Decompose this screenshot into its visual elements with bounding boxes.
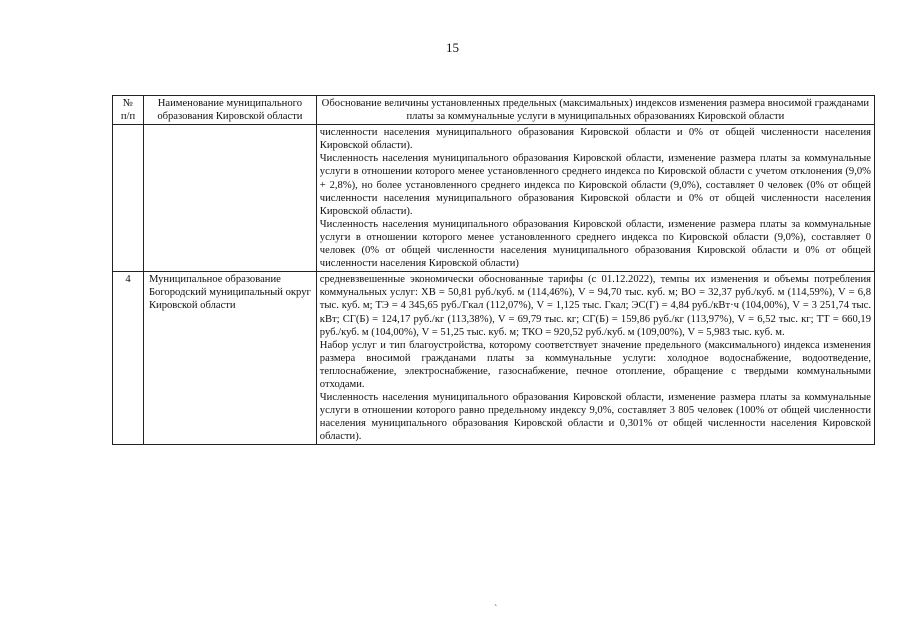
- basis-paragraph: Численность населения муниципального образования Кировской области, изменение размера платы за коммунальные услуги в отношении которого менее установленного среднего индекса по Кировской области с учетом отклонения (9,0% + 2,8%), но более установленного среднего индекса по Кировской области (9,0%), составляет 0 человек (0% от общей численности населения муниципального образования Кировской области и 0% от общей численности населения Кировской области).: [319, 153, 871, 217]
- basis-paragraph: Численность населения муниципального образования Кировской области, изменение размера платы за коммунальные услуги в отношении которого равно предельному индексу 9,0%, составляет 3 805 человек (100% от общей численности населения муниципального образования Кировской области и 0,301% от общей численности населения Кировской области).: [319, 392, 871, 443]
- header-name: Наименование муниципального образования Кировской области: [143, 96, 316, 125]
- table-header-row: [113, 96, 875, 125]
- page-number: 15: [446, 40, 459, 55]
- table-row: [113, 125, 875, 272]
- basis-paragraph: Набор услуг и тип благоустройства, которому соответствует значение предельного (максимального) индекса изменения размера вносимой гражданами платы за коммунальные услуги: холодное водоснабжение, водоотведение, теплоснабжение, электроснабжение, газоснабжение, печное отопление, обращение с твердыми коммунальными отходами.: [319, 339, 871, 390]
- row-number: 4: [113, 272, 144, 445]
- table-row: [113, 272, 875, 445]
- municipality-name: Муниципальное образование Богородский муниципальный округ Кировской области: [143, 272, 316, 445]
- tariff-basis-table: [112, 95, 875, 445]
- basis-paragraph: средневзвешенные экономически обоснованные тарифы (с 01.12.2022), темпы их изменения и объемы потребления коммунальных услуг: ХВ = 50,81 руб./куб. м (114,46%), V = 94,70 тыс. куб. м; ВО = 32,37 руб./куб. м (114,59%), V = 6,8 тыс. куб. м; ТЭ = 4 345,65 руб./Гкал (112,07%), V = 1,125 тыс. Гкал; ЭС(Г) = 4,84 руб./кВт·ч (104,00%), V = 3 251,74 тыс. кВт; СГ(Б) = 124,17 руб./кг (113,38%), V = 69,79 тыс. кг; СГ(Б) = 159,86 руб./кг (113,97%), V = 6,52 тыс. кг; ТТ = 660,19 руб./куб. м (104,00%), V = 51,25 тыс. куб. м; ТКО = 920,52 руб./куб. м (109,00%), V = 5,983 тыс. куб. м.: [319, 274, 871, 338]
- header-num: № п/п: [113, 96, 144, 125]
- stray-mark: `: [494, 604, 498, 615]
- basis-text: [316, 272, 874, 445]
- basis-paragraph: Численность населения муниципального образования Кировской области, изменение размера платы за коммунальные услуги в отношении которого менее установленного среднего индекса по Кировской области (9,0%), составляет 0 человек (0% от общей численности населения муниципального образования Кировской области и 0% от общей численности населения Кировской области): [319, 218, 871, 270]
- basis-text: [316, 125, 874, 272]
- row-number: [113, 125, 144, 272]
- basis-paragraph: численности населения муниципального образования Кировской области и 0% от общей численности населения Кировской области).: [319, 127, 871, 152]
- municipality-name: [143, 125, 316, 272]
- header-basis: Обоснование величины установленных предельных (максимальных) индексов изменения размера вносимой гражданами платы за коммунальные услуги в муниципальных образованиях Кировской области: [316, 96, 874, 125]
